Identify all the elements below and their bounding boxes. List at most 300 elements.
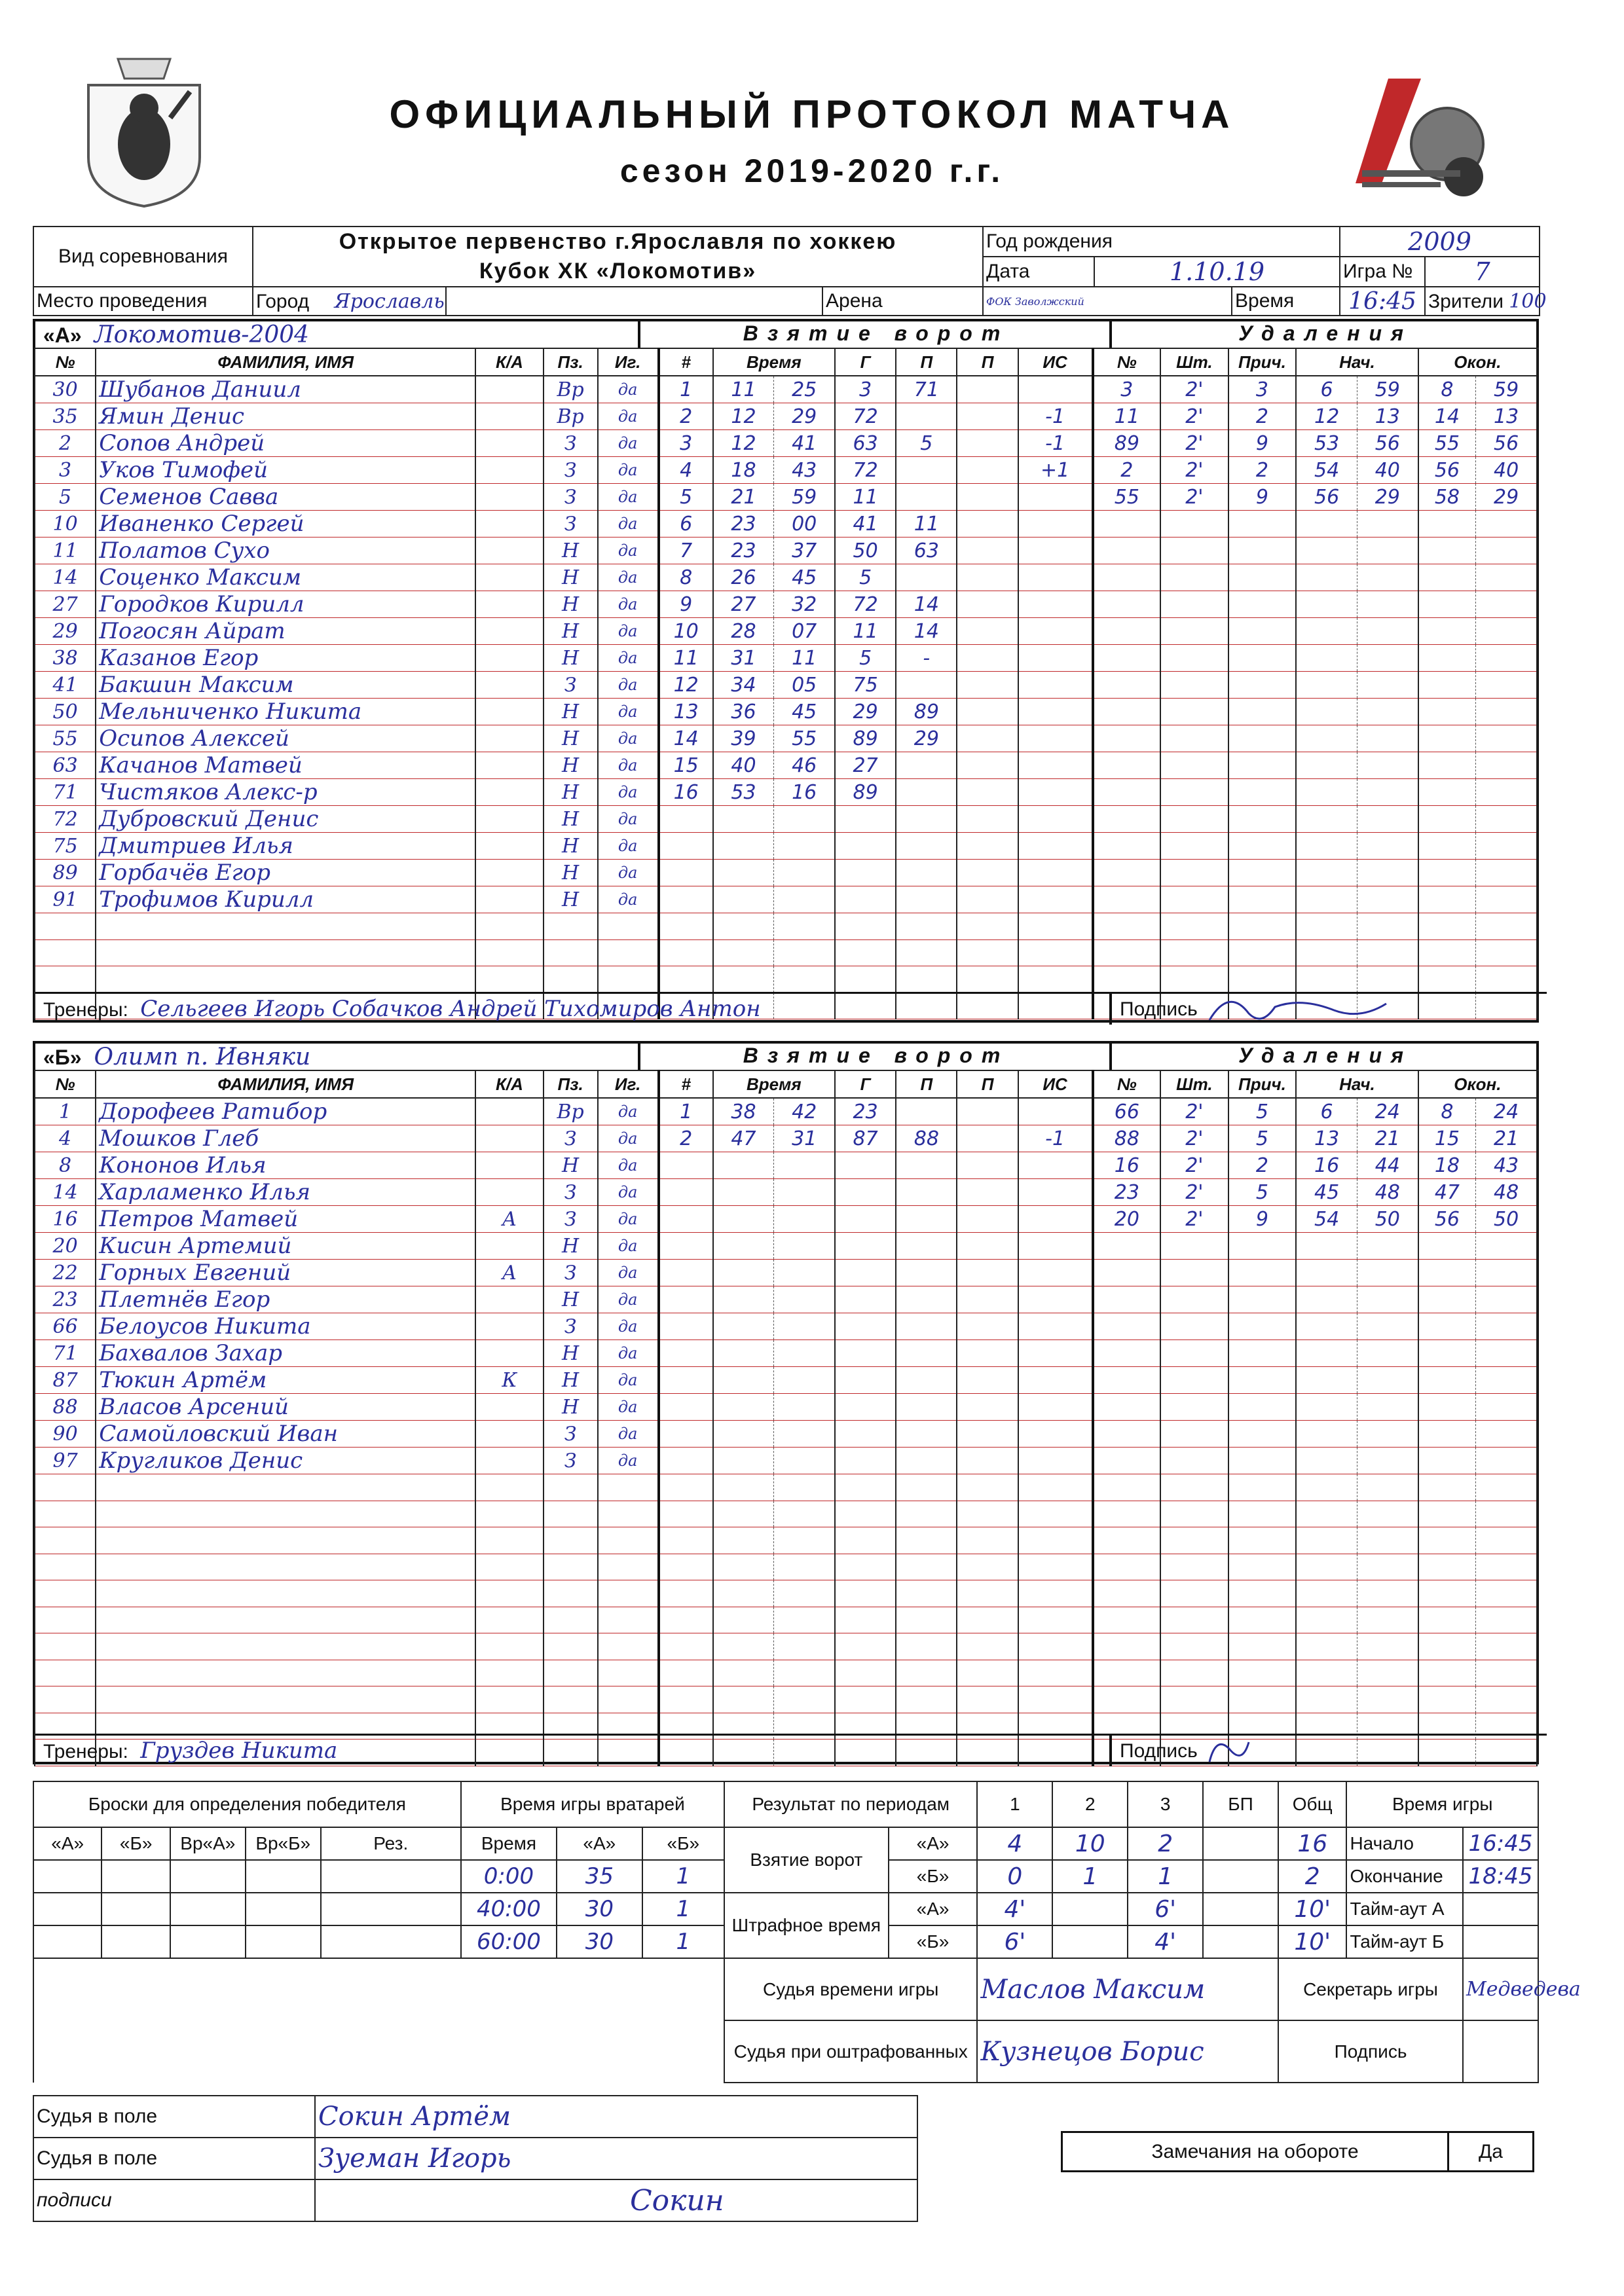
goal-assist-1 <box>896 1607 957 1633</box>
col-num: № <box>35 1070 96 1098</box>
goal-minute <box>713 1313 774 1340</box>
goal-number: 14 <box>659 725 713 752</box>
goal-situation: +1 <box>1018 457 1093 484</box>
goal-minute: 38 <box>713 1098 774 1125</box>
penalty-start-sec <box>1357 966 1418 993</box>
player-position <box>544 939 598 966</box>
goal-assist-1 <box>896 1098 957 1125</box>
player-position: Н <box>544 1152 598 1179</box>
player-ka <box>475 725 544 752</box>
goal-number <box>659 833 713 860</box>
goals-a-p3: 2 <box>1128 1827 1203 1860</box>
time-value: 16:45 <box>1340 287 1425 316</box>
penalty-start-sec <box>1357 1286 1418 1313</box>
goal-situation <box>1018 1206 1093 1233</box>
goal-assist-1 <box>896 1340 957 1367</box>
goal-number <box>659 1340 713 1367</box>
end-value: 18:45 <box>1463 1860 1538 1893</box>
penalty-player <box>1093 618 1161 645</box>
player-played: да <box>598 1233 659 1260</box>
player-played: да <box>598 752 659 779</box>
goal-situation <box>1018 1260 1093 1286</box>
penalty-player <box>1093 939 1161 966</box>
penalty-end-min <box>1418 1233 1476 1260</box>
penalty-reason <box>1228 1233 1297 1260</box>
penalty-reason <box>1228 1501 1297 1527</box>
goal-second: 31 <box>774 1125 835 1152</box>
pim-label: Штрафное время <box>724 1893 889 1958</box>
penalty-start-min: 13 <box>1296 1125 1357 1152</box>
goal-situation <box>1018 591 1093 618</box>
penalty-start-sec <box>1357 913 1418 940</box>
penalty-start-min <box>1296 538 1357 564</box>
penalty-end-sec <box>1476 1260 1537 1286</box>
goal-scorer <box>835 1394 896 1421</box>
goal-assist-2 <box>957 1152 1018 1179</box>
goal-scorer: 50 <box>835 538 896 564</box>
penalty-end-sec <box>1476 1233 1537 1260</box>
penalty-player: 66 <box>1093 1098 1161 1125</box>
penalty-reason: 5 <box>1228 1179 1297 1206</box>
penalty-start-min <box>1296 1260 1357 1286</box>
goal-second <box>774 913 835 940</box>
goal-scorer: 87 <box>835 1125 896 1152</box>
player-number: 38 <box>35 645 96 672</box>
player-ka <box>475 1313 544 1340</box>
goal-assist-2 <box>957 1340 1018 1367</box>
goal-number <box>659 1152 713 1179</box>
penalty-end-sec <box>1476 1394 1537 1421</box>
goal-minute <box>713 1206 774 1233</box>
penalty-reason <box>1228 725 1297 752</box>
penalty-start-sec <box>1357 939 1418 966</box>
team-a-label: «А» <box>43 323 82 347</box>
goal-assist-2 <box>957 1098 1018 1125</box>
penalty-minutes <box>1160 913 1228 940</box>
penalty-reason <box>1228 672 1297 699</box>
player-number: 41 <box>35 672 96 699</box>
goal-assist-2 <box>957 1125 1018 1152</box>
goal-assist-1 <box>896 860 957 886</box>
penalty-end-min <box>1418 779 1476 806</box>
so-col-res: Рез. <box>321 1827 461 1860</box>
penalty-start-min <box>1296 1286 1357 1313</box>
penalty-start-min <box>1296 1421 1357 1448</box>
goal-assist-1 <box>896 966 957 993</box>
team-a-coaches-row <box>35 992 1117 1025</box>
penalty-reason <box>1228 1474 1297 1501</box>
penalty-reason <box>1228 564 1297 591</box>
player-number: 87 <box>35 1367 96 1394</box>
penalty-player <box>1093 1448 1161 1474</box>
player-ka <box>475 1501 544 1527</box>
goal-number <box>659 1313 713 1340</box>
player-number <box>35 966 96 993</box>
goal-scorer <box>835 1233 896 1260</box>
penalty-end-min <box>1418 806 1476 833</box>
protocol-title: ОФИЦИАЛЬНЫЙ ПРОТОКОЛ МАТЧА <box>389 92 1235 136</box>
player-played: да <box>598 1394 659 1421</box>
goal-scorer <box>835 1340 896 1367</box>
goal-number: 12 <box>659 672 713 699</box>
penalty-reason <box>1228 699 1297 725</box>
player-position <box>544 966 598 993</box>
goal-minute <box>713 1448 774 1474</box>
so-col-b: «Б» <box>101 1827 170 1860</box>
penalty-reason <box>1228 618 1297 645</box>
goal-assist-1 <box>896 806 957 833</box>
pim-b-p3: 4' <box>1128 1925 1203 1958</box>
goal-second: 42 <box>774 1098 835 1125</box>
goal-second: 05 <box>774 672 835 699</box>
goal-assist-2 <box>957 484 1018 511</box>
player-name: Белоусов Никита <box>96 1313 475 1340</box>
summary-table <box>33 1781 1581 2083</box>
goal-minute <box>713 833 774 860</box>
penalty-minutes: 2' <box>1160 457 1228 484</box>
team-b-grid <box>34 1070 1538 1766</box>
player-number: 20 <box>35 1233 96 1260</box>
goal-assist-1 <box>896 886 957 913</box>
spectators-value: 100 <box>1509 289 1547 313</box>
penalty-end-min <box>1418 699 1476 725</box>
player-position: Н <box>544 618 598 645</box>
goal-second <box>774 1633 835 1660</box>
goal-number: 5 <box>659 484 713 511</box>
goal-assist-1: 5 <box>896 430 957 457</box>
penalty-minutes <box>1160 1686 1228 1713</box>
player-name <box>96 1660 475 1686</box>
goal-second <box>774 1421 835 1448</box>
player-position: Н <box>544 564 598 591</box>
penalty-reason <box>1228 806 1297 833</box>
col-pos: Пз. <box>544 348 598 376</box>
goal-minute <box>713 1633 774 1660</box>
penalty-reason <box>1228 1367 1297 1394</box>
goal-second: 45 <box>774 564 835 591</box>
goal-scorer: 5 <box>835 564 896 591</box>
penalty-start-min: 12 <box>1296 403 1357 430</box>
goal-scorer <box>835 1448 896 1474</box>
penalty-end-min <box>1418 913 1476 940</box>
penaltybox-value: Кузнецов Борис <box>977 2020 1278 2083</box>
player-ka <box>475 1125 544 1152</box>
penalty-end-min <box>1418 672 1476 699</box>
goal-minute: 11 <box>713 376 774 403</box>
goal-assist-2 <box>957 1607 1018 1633</box>
penalty-end-sec <box>1476 913 1537 940</box>
player-position: З <box>544 511 598 538</box>
goal-assist-2 <box>957 913 1018 940</box>
player-number: 35 <box>35 403 96 430</box>
goals-b-p2: 1 <box>1052 1860 1128 1893</box>
table-row <box>35 1686 1537 1713</box>
player-ka <box>475 699 544 725</box>
goal-assist-2 <box>957 618 1018 645</box>
player-position: Н <box>544 591 598 618</box>
goal-situation <box>1018 779 1093 806</box>
goal-assist-1 <box>896 1421 957 1448</box>
player-number: 55 <box>35 725 96 752</box>
table-row <box>35 779 1537 806</box>
team-a-sign-cell <box>1109 992 1547 1025</box>
goal-scorer <box>835 1474 896 1501</box>
table-row <box>35 913 1537 940</box>
penalty-start-sec: 29 <box>1357 484 1418 511</box>
goals-a-label: «А» <box>889 1827 978 1860</box>
player-position: З <box>544 1125 598 1152</box>
player-name: Кононов Илья <box>96 1152 475 1179</box>
player-position: Н <box>544 1367 598 1394</box>
penalty-end-sec: 43 <box>1476 1152 1537 1179</box>
player-played <box>598 1501 659 1527</box>
so-col-a: «А» <box>33 1827 101 1860</box>
goal-assist-2 <box>957 672 1018 699</box>
player-position: Вр <box>544 1098 598 1125</box>
player-number <box>35 1660 96 1686</box>
player-ka <box>475 591 544 618</box>
goal-second <box>774 939 835 966</box>
goal-minute: 47 <box>713 1125 774 1152</box>
goal-scorer <box>835 913 896 940</box>
referee-2-value: Зуеман Игорь <box>315 2138 917 2179</box>
goal-assist-1 <box>896 1660 957 1686</box>
table-row <box>35 484 1537 511</box>
goal-assist-1 <box>896 1580 957 1607</box>
player-played: да <box>598 1260 659 1286</box>
penalty-minutes <box>1160 1421 1228 1448</box>
player-name: Петров Матвей <box>96 1206 475 1233</box>
goals-b-label: «Б» <box>889 1860 978 1893</box>
penalty-reason: 5 <box>1228 1098 1297 1125</box>
goal-second <box>774 1206 835 1233</box>
team-a-penalties-title: Удаления <box>1109 321 1539 349</box>
player-name <box>96 1633 475 1660</box>
team-a-goals-title: Взятие ворот <box>638 321 1112 349</box>
penalty-reason <box>1228 1448 1297 1474</box>
penalty-minutes <box>1160 1313 1228 1340</box>
penalty-reason: 2 <box>1228 403 1297 430</box>
period-2: 2 <box>1052 1781 1128 1827</box>
goal-minute <box>713 1554 774 1580</box>
penalty-reason <box>1228 1340 1297 1367</box>
goal-second <box>774 860 835 886</box>
penalty-player <box>1093 1660 1161 1686</box>
goal-minute <box>713 1527 774 1554</box>
player-ka: А <box>475 1260 544 1286</box>
penalty-player: 16 <box>1093 1152 1161 1179</box>
penalty-player <box>1093 591 1161 618</box>
goal-assist-1 <box>896 1686 957 1713</box>
col-played: Иг. <box>598 348 659 376</box>
penalty-minutes <box>1160 1660 1228 1686</box>
player-ka <box>475 966 544 993</box>
goal-number: 13 <box>659 699 713 725</box>
goal-minute <box>713 1394 774 1421</box>
remarks-value: Да <box>1449 2132 1534 2172</box>
goal-assist-2 <box>957 779 1018 806</box>
penalty-player: 2 <box>1093 457 1161 484</box>
goal-number <box>659 1367 713 1394</box>
goal-minute <box>713 1474 774 1501</box>
goal-assist-1 <box>896 672 957 699</box>
player-name: Кругликов Денис <box>96 1448 475 1474</box>
penalty-end-sec: 56 <box>1476 430 1537 457</box>
table-row <box>35 833 1537 860</box>
goal-minute: 18 <box>713 457 774 484</box>
table-row <box>35 1580 1537 1607</box>
goal-minute <box>713 1233 774 1260</box>
goal-minute <box>713 939 774 966</box>
table-row <box>35 564 1537 591</box>
penalty-reason <box>1228 1286 1297 1313</box>
penalty-minutes: 2' <box>1160 430 1228 457</box>
goal-minute <box>713 1340 774 1367</box>
player-number: 27 <box>35 591 96 618</box>
goal-situation <box>1018 1179 1093 1206</box>
player-ka <box>475 1098 544 1125</box>
penalty-player <box>1093 1686 1161 1713</box>
penalty-minutes <box>1160 833 1228 860</box>
goal-second <box>774 806 835 833</box>
goal-assist-2 <box>957 457 1018 484</box>
city-label-text: Город <box>256 290 310 312</box>
player-ka <box>475 430 544 457</box>
goal-scorer: 11 <box>835 618 896 645</box>
penalty-start-sec <box>1357 860 1418 886</box>
player-played <box>598 1527 659 1554</box>
table-row <box>35 1340 1537 1367</box>
player-number: 50 <box>35 699 96 725</box>
goal-situation <box>1018 564 1093 591</box>
table-row <box>35 430 1537 457</box>
col-goal-no: # <box>659 1070 713 1098</box>
player-name: Уков Тимофей <box>96 457 475 484</box>
goal-second: 00 <box>774 511 835 538</box>
penalty-reason: 9 <box>1228 1206 1297 1233</box>
gk-row-1-time: 0:00 <box>461 1860 557 1893</box>
table-row <box>35 1474 1537 1501</box>
penalty-reason <box>1228 538 1297 564</box>
player-played <box>598 1474 659 1501</box>
penalty-end-min: 8 <box>1418 1098 1476 1125</box>
penalty-start-min <box>1296 886 1357 913</box>
penalty-minutes <box>1160 939 1228 966</box>
penalty-player <box>1093 1340 1161 1367</box>
goal-scorer: 11 <box>835 484 896 511</box>
goal-situation <box>1018 376 1093 403</box>
penalty-end-sec <box>1476 1580 1537 1607</box>
team-b-penalties-title: Удаления <box>1109 1044 1539 1071</box>
penalty-start-sec <box>1357 511 1418 538</box>
penalty-end-sec: 40 <box>1476 457 1537 484</box>
penalty-start-min: 6 <box>1296 1098 1357 1125</box>
penalty-start-min: 53 <box>1296 430 1357 457</box>
penalty-reason <box>1228 1313 1297 1340</box>
table-row <box>35 1660 1537 1686</box>
gk-row-1-b: 1 <box>642 1860 724 1893</box>
penalty-start-min: 54 <box>1296 1206 1357 1233</box>
player-number: 14 <box>35 564 96 591</box>
player-name: Чистяков Алекс-р <box>96 779 475 806</box>
penalty-minutes <box>1160 1633 1228 1660</box>
goals-a-total: 16 <box>1278 1827 1346 1860</box>
goal-assist-1 <box>896 1233 957 1260</box>
player-played <box>598 1554 659 1580</box>
penalty-end-sec <box>1476 699 1537 725</box>
col-ka: К/А <box>475 1070 544 1098</box>
penalty-end-min <box>1418 1340 1476 1367</box>
player-number <box>35 1474 96 1501</box>
goal-minute <box>713 886 774 913</box>
game-number-label: Игра № <box>1340 257 1425 287</box>
goal-minute <box>713 1421 774 1448</box>
player-number <box>35 1607 96 1633</box>
penalty-player: 89 <box>1093 430 1161 457</box>
referee-2-label: Судья в поле <box>33 2138 315 2179</box>
player-name <box>96 1501 475 1527</box>
goal-assist-1 <box>896 1448 957 1474</box>
player-position: Н <box>544 645 598 672</box>
penalty-start-sec <box>1357 618 1418 645</box>
player-number <box>35 1633 96 1660</box>
player-played: да <box>598 779 659 806</box>
pim-a-p3: 6' <box>1128 1893 1203 1925</box>
goal-scorer <box>835 1179 896 1206</box>
goal-second <box>774 886 835 913</box>
goal-assist-2 <box>957 403 1018 430</box>
col-ka: К/А <box>475 348 544 376</box>
pim-b-p2 <box>1052 1925 1128 1958</box>
table-row <box>35 1152 1537 1179</box>
penalty-end-sec <box>1476 779 1537 806</box>
player-ka <box>475 779 544 806</box>
team-a-coaches: Сельгеев Игорь Собачков Андрей Тихомиров Антон <box>140 996 761 1022</box>
penalty-end-sec <box>1476 1607 1537 1633</box>
penalty-end-sec <box>1476 806 1537 833</box>
goal-second <box>774 1474 835 1501</box>
player-name: Харламенко Илья <box>96 1179 475 1206</box>
player-played <box>598 1686 659 1713</box>
player-position: З <box>544 484 598 511</box>
goal-assist-1: 14 <box>896 591 957 618</box>
goal-scorer <box>835 1607 896 1633</box>
goal-situation <box>1018 618 1093 645</box>
player-name: Дубровский Денис <box>96 806 475 833</box>
goal-assist-2 <box>957 1260 1018 1286</box>
timeout-b-label: Тайм-аут Б <box>1346 1925 1463 1958</box>
goal-situation <box>1018 1313 1093 1340</box>
penalty-start-sec <box>1357 1660 1418 1686</box>
col-num: № <box>35 348 96 376</box>
goal-scorer <box>835 806 896 833</box>
goal-assist-2 <box>957 564 1018 591</box>
player-played: да <box>598 806 659 833</box>
penalty-player <box>1093 1367 1161 1394</box>
player-name <box>96 939 475 966</box>
penalty-end-min: 47 <box>1418 1179 1476 1206</box>
penalty-start-sec <box>1357 564 1418 591</box>
penalty-reason <box>1228 860 1297 886</box>
goal-minute <box>713 860 774 886</box>
goal-assist-1 <box>896 1286 957 1313</box>
goal-scorer <box>835 1660 896 1686</box>
penalty-end-min <box>1418 564 1476 591</box>
col-end: Окон. <box>1418 1070 1537 1098</box>
goal-situation <box>1018 1554 1093 1580</box>
goal-assist-2 <box>957 1474 1018 1501</box>
table-row <box>35 1501 1537 1527</box>
